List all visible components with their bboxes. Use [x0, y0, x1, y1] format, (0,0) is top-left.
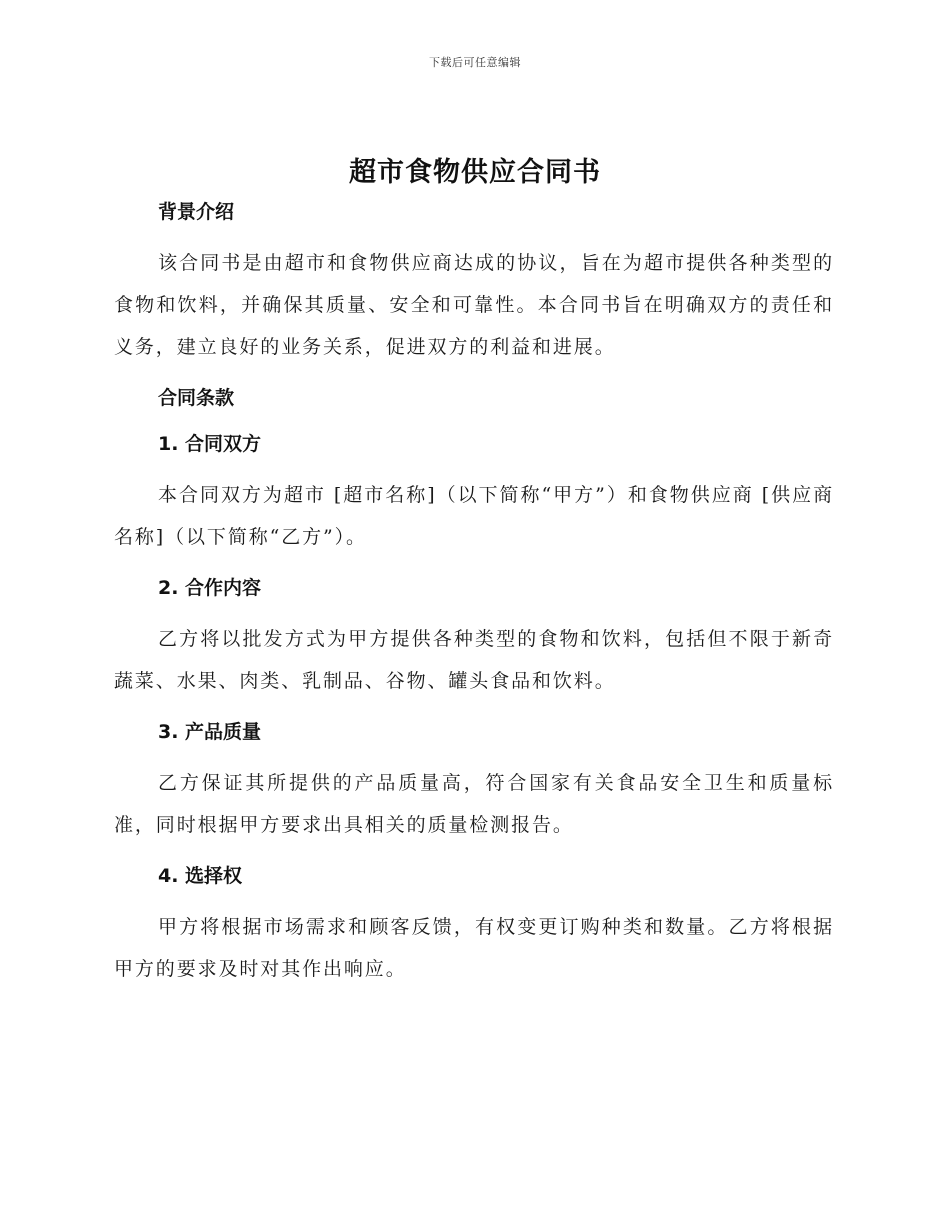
document-title: 超市食物供应合同书	[349, 157, 601, 188]
section-paragraph-choice: 甲方将根据市场需求和顾客反馈，有权变更订购种类和数量。乙方将根据甲方的要求及时对其作出响应。	[114, 916, 834, 980]
section-paragraph-cooperation: 乙方将以批发方式为甲方提供各种类型的食物和饮料，包括但不限于新奇蔬菜、水果、肉类、乳制品、谷物、罐头食品和饮料。	[114, 628, 834, 692]
section-paragraph-parties: 本合同双方为超市 [超市名称]（以下简称“甲方”）和食物供应商 [供应商名称]（以下简称“乙方”）。	[114, 484, 834, 548]
header-note: 下载后可任意编辑	[429, 56, 521, 69]
section-paragraph-quality: 乙方保证其所提供的产品质量高，符合国家有关食品安全卫生和质量标准，同时根据甲方要求出具相关的质量检测报告。	[114, 772, 834, 836]
section-heading-background: 背景介绍	[158, 201, 235, 223]
section-heading-parties: 1. 合同双方	[158, 433, 262, 455]
section-paragraph-background: 该合同书是由超市和食物供应商达成的协议，旨在为超市提供各种类型的食物和饮料，并确保其质量、安全和可靠性。本合同书旨在明确双方的责任和义务，建立良好的业务关系，促进双方的利益和进展。	[114, 252, 834, 358]
section-heading-choice: 4. 选择权	[158, 865, 243, 887]
document-body	[114, 196, 834, 990]
section-heading-terms: 合同条款	[158, 387, 235, 409]
section-heading-cooperation: 2. 合作内容	[158, 577, 262, 599]
section-heading-quality: 3. 产品质量	[158, 721, 262, 743]
